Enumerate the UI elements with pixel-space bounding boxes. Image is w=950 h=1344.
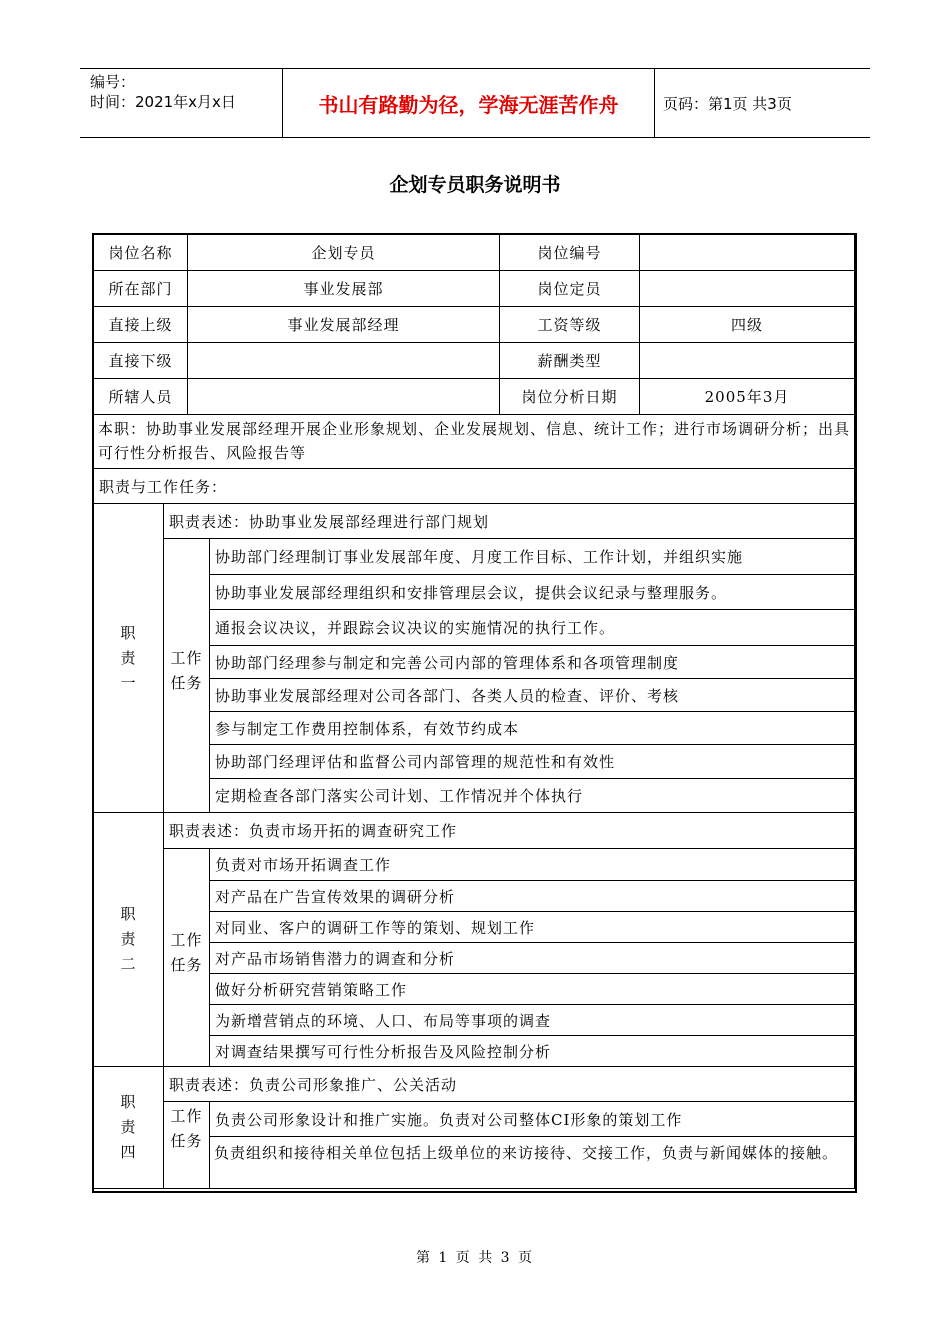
task-item: 协助部门经理参与制定和完善公司内部的管理体系和各项管理制度 <box>210 646 855 679</box>
task-item: 对同业、客户的调研工作等的策划、规划工作 <box>210 912 855 943</box>
info-value-post_name: 企划专员 <box>188 235 500 271</box>
info-value-dept: 事业发展部 <box>188 271 500 307</box>
section-statement: 职责表述：负责市场开拓的调查研究工作 <box>164 813 855 849</box>
section-statement: 职责表述：协助事业发展部经理进行部门规划 <box>164 504 855 539</box>
task-item: 负责对市场开拓调查工作 <box>210 849 855 881</box>
task-item: 通报会议决议，并跟踪会议决议的实施情况的执行工作。 <box>210 610 855 646</box>
task-label-text: 工作任务 <box>170 649 203 692</box>
info-label-post_no: 岗位编号 <box>500 235 640 271</box>
task-item: 对调查结果撰写可行性分析报告及风险控制分析 <box>210 1036 855 1067</box>
info-label-dept: 所在部门 <box>94 271 188 307</box>
task-item: 协助部门经理评估和监督公司内部管理的规范性和有效性 <box>210 745 855 779</box>
duty-summary: 本职：协助事业发展部经理开展企业形象规划、企业发展规划、信息、统计工作；进行市场调研分析；出具可行性分析报告、风险报告等 <box>94 415 855 469</box>
job-description-table <box>92 233 857 1193</box>
task-item: 负责组织和接待相关单位包括上级单位的来访接待、交接工作，负责与新闻媒体的接触。 <box>210 1137 855 1189</box>
task-item: 对产品市场销售潜力的调查和分析 <box>210 943 855 974</box>
info-value-quota <box>640 271 855 307</box>
doc-number-label: 编号： <box>90 73 136 91</box>
task-item: 做好分析研究营销策略工作 <box>210 974 855 1005</box>
info-label-subordinate: 直接下级 <box>94 343 188 379</box>
info-label-date: 岗位分析日期 <box>500 379 640 415</box>
info-label-post_name: 岗位名称 <box>94 235 188 271</box>
header-meta <box>80 69 282 137</box>
task-label <box>164 539 210 813</box>
header-motto: 书山有路勤为径，学海无涯苦作舟 <box>282 69 655 137</box>
task-item: 协助部门经理制订事业发展部年度、月度工作目标、工作计划，并组织实施 <box>210 539 855 575</box>
info-label-staff: 所辖人员 <box>94 379 188 415</box>
task-item: 负责公司形象设计和推广实施。负责对公司整体CI形象的策划工作 <box>210 1102 855 1137</box>
section-label <box>94 504 164 813</box>
section-label-text: 职责二 <box>120 905 137 973</box>
info-label-wage: 工资等级 <box>500 307 640 343</box>
info-label-superior: 直接上级 <box>94 307 188 343</box>
info-value-date: 2005年3月 <box>640 379 855 415</box>
doc-time-label: 时间：2021年x月x日 <box>90 93 236 111</box>
task-label <box>164 849 210 1067</box>
info-value-post_no <box>640 235 855 271</box>
task-item: 定期检查各部门落实公司计划、工作情况并个体执行 <box>210 779 855 813</box>
info-value-subordinate <box>188 343 500 379</box>
task-item: 参与制定工作费用控制体系，有效节约成本 <box>210 712 855 745</box>
page-footer: 第 1 页 共 3 页 <box>415 1250 535 1266</box>
header-page-info: 页码：第1页 共3页 <box>663 94 792 113</box>
task-label <box>164 1102 210 1189</box>
document-title: 企划专员职务说明书 <box>389 174 561 196</box>
task-item: 对产品在广告宣传效果的调研分析 <box>210 881 855 912</box>
section-label-text: 职责一 <box>120 623 137 692</box>
section-statement: 职责表述：负责公司形象推广、公关活动 <box>164 1067 855 1102</box>
section-label <box>94 813 164 1067</box>
info-value-superior: 事业发展部经理 <box>188 307 500 343</box>
duties-header: 职责与工作任务： <box>94 469 855 504</box>
task-label-text: 工作任务 <box>170 1107 203 1150</box>
info-value-salary <box>640 343 855 379</box>
task-item: 协助事业发展部经理对公司各部门、各类人员的检查、评价、考核 <box>210 679 855 712</box>
section-label-text: 职责四 <box>120 1093 137 1161</box>
info-value-staff <box>188 379 500 415</box>
task-label-text: 工作任务 <box>170 931 203 974</box>
info-label-salary: 薪酬类型 <box>500 343 640 379</box>
task-item: 协助事业发展部经理组织和安排管理层会议，提供会议纪录与整理服务。 <box>210 575 855 610</box>
info-value-wage: 四级 <box>640 307 855 343</box>
page-header <box>80 68 870 138</box>
section-label <box>94 1067 164 1189</box>
task-item: 为新增营销点的环境、人口、布局等事项的调查 <box>210 1005 855 1036</box>
info-label-quota: 岗位定员 <box>500 271 640 307</box>
